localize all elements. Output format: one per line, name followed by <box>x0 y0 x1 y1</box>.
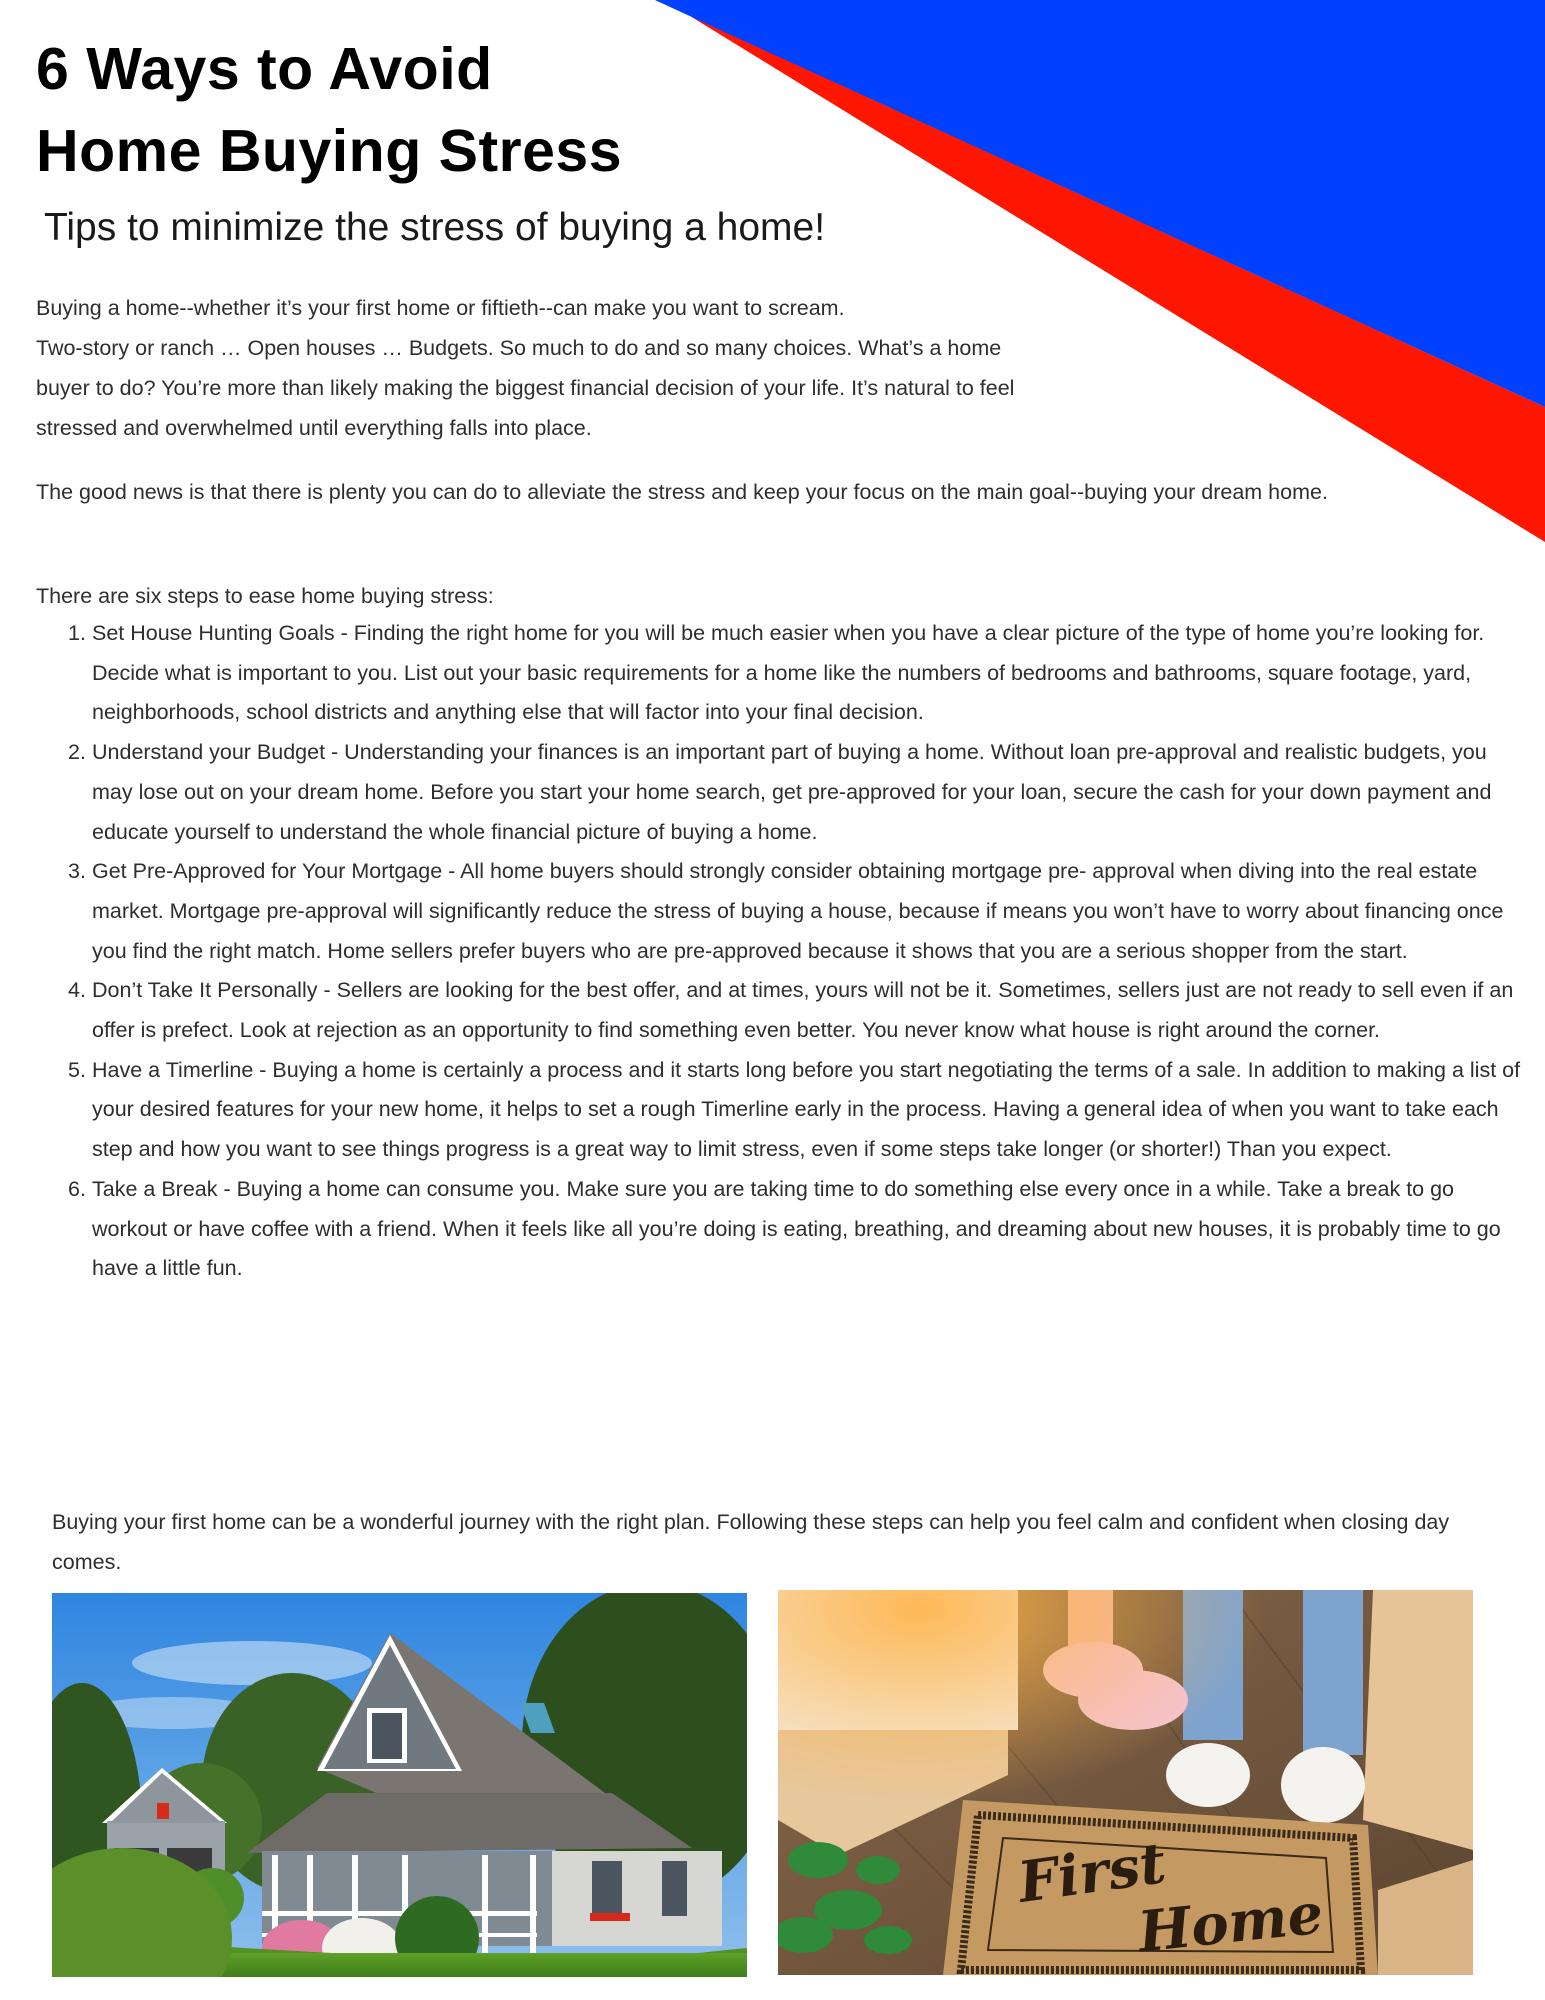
step-item <box>68 614 1522 733</box>
step-text: Get Pre-Approved for Your Mortgage - All home buyers should strongly consider obtaining mortgage pre- approval when diving into the real estate market. Mortgage pre-approval will significantly reduce the stress of buying a house, because if means you won’t have to worry about financing once you find the right match. Home sellers prefer buyers who are pre-approved because it shows that you are a serious shopper from the start. <box>92 859 1504 963</box>
step-text: Set House Hunting Goals - Finding the right home for you will be much easier when you have a clear picture of the type of home you’re looking for. Decide what is important to you. List out your basic requirements for a home like the numbers of bedrooms and bathrooms, square footage, yard, neighborhoods, school districts and anything else that will factor into your final decision. <box>92 621 1485 725</box>
step-item <box>68 1170 1522 1289</box>
doormat-text-first: First <box>1014 1830 1170 1916</box>
page-title <box>36 28 622 192</box>
step-number: 2. <box>68 740 86 765</box>
intro-line: buyer to do? You’re more than likely making the biggest financial decision of your life. It’s natural to feel <box>36 376 1015 400</box>
step-number: 5. <box>68 1057 86 1082</box>
title-line-2: Home Buying Stress <box>36 118 623 184</box>
step-number: 3. <box>68 859 86 884</box>
first-home-doormat-photo <box>778 1590 1473 1975</box>
step-number: 4. <box>68 978 86 1003</box>
intro-line: Two-story or ranch … Open houses … Budgets. So much to do and so many choices. What’s a home <box>36 336 1002 360</box>
step-text: Take a Break - Buying a home can consume you. Make sure you are taking time to do something else every once in a while. Take a break to go workout or have coffee with a friend. When it feels like all you’re doing is eating, breathing, and dreaming about new houses, it is probably time to go have a little fun. <box>92 1176 1501 1281</box>
page-subtitle: Tips to minimize the stress of buying a home! <box>44 206 826 249</box>
intro-paragraph-2: The good news is that there is plenty you can do to alleviate the stress and keep your focus on the main goal--buying your dream home. <box>36 480 1328 504</box>
step-text: Understand your Budget - Understanding your finances is an important part of buying a home. Without loan pre-approval and realistic budgets, you may lose out on your dream home. Before you start your home search, get pre-approved for your loan, secure the cash for your down payment and educate yourself to understand the whole financial picture of buying a home. <box>92 740 1492 844</box>
title-line-1: 6 Ways to Avoid <box>36 36 493 102</box>
step-text: Have a Timerline - Buying a home is certainly a process and it starts long before you start negotiating the terms of a sale. In addition to making a list of your desired features for your new home, it helps to set a rough Timerline early in the process. Having a general idea of when you want to take each step and how you want to see things progress is a great way to limit stress, even if some steps take longer (or shorter!) Than you expect. <box>92 1057 1521 1162</box>
intro-line: Buying a home--whether it’s your first home or fiftieth--can make you want to scream. <box>36 296 845 320</box>
steps-intro: There are six steps to ease home buying stress: <box>36 584 494 608</box>
doormat-illustration <box>778 1590 1473 1975</box>
step-item <box>68 1051 1522 1170</box>
intro-paragraph-1 <box>36 288 1276 448</box>
step-item <box>68 733 1522 852</box>
steps-list <box>68 614 1522 1289</box>
house-illustration <box>52 1593 747 1977</box>
step-number: 6. <box>68 1176 86 1201</box>
doormat-text-home: Home <box>1135 1880 1327 1966</box>
house-photo <box>52 1593 747 1977</box>
step-text: Don’t Take It Personally - Sellers are looking for the best offer, and at times, yours will not be it. Sometimes, sellers just are not ready to sell even if an offer is prefect. Look at rejection as an opportunity to find something even better. You never know what house is right around the corner. <box>92 978 1514 1043</box>
closing-paragraph: Buying your first home can be a wonderful journey with the right plan. Following these steps can help you feel calm and confident when closing day comes. <box>52 1510 1450 1574</box>
step-item <box>68 852 1522 971</box>
intro-line: stressed and overwhelmed until everything falls into place. <box>36 416 592 440</box>
step-item <box>68 971 1522 1050</box>
step-number: 1. <box>68 621 86 645</box>
